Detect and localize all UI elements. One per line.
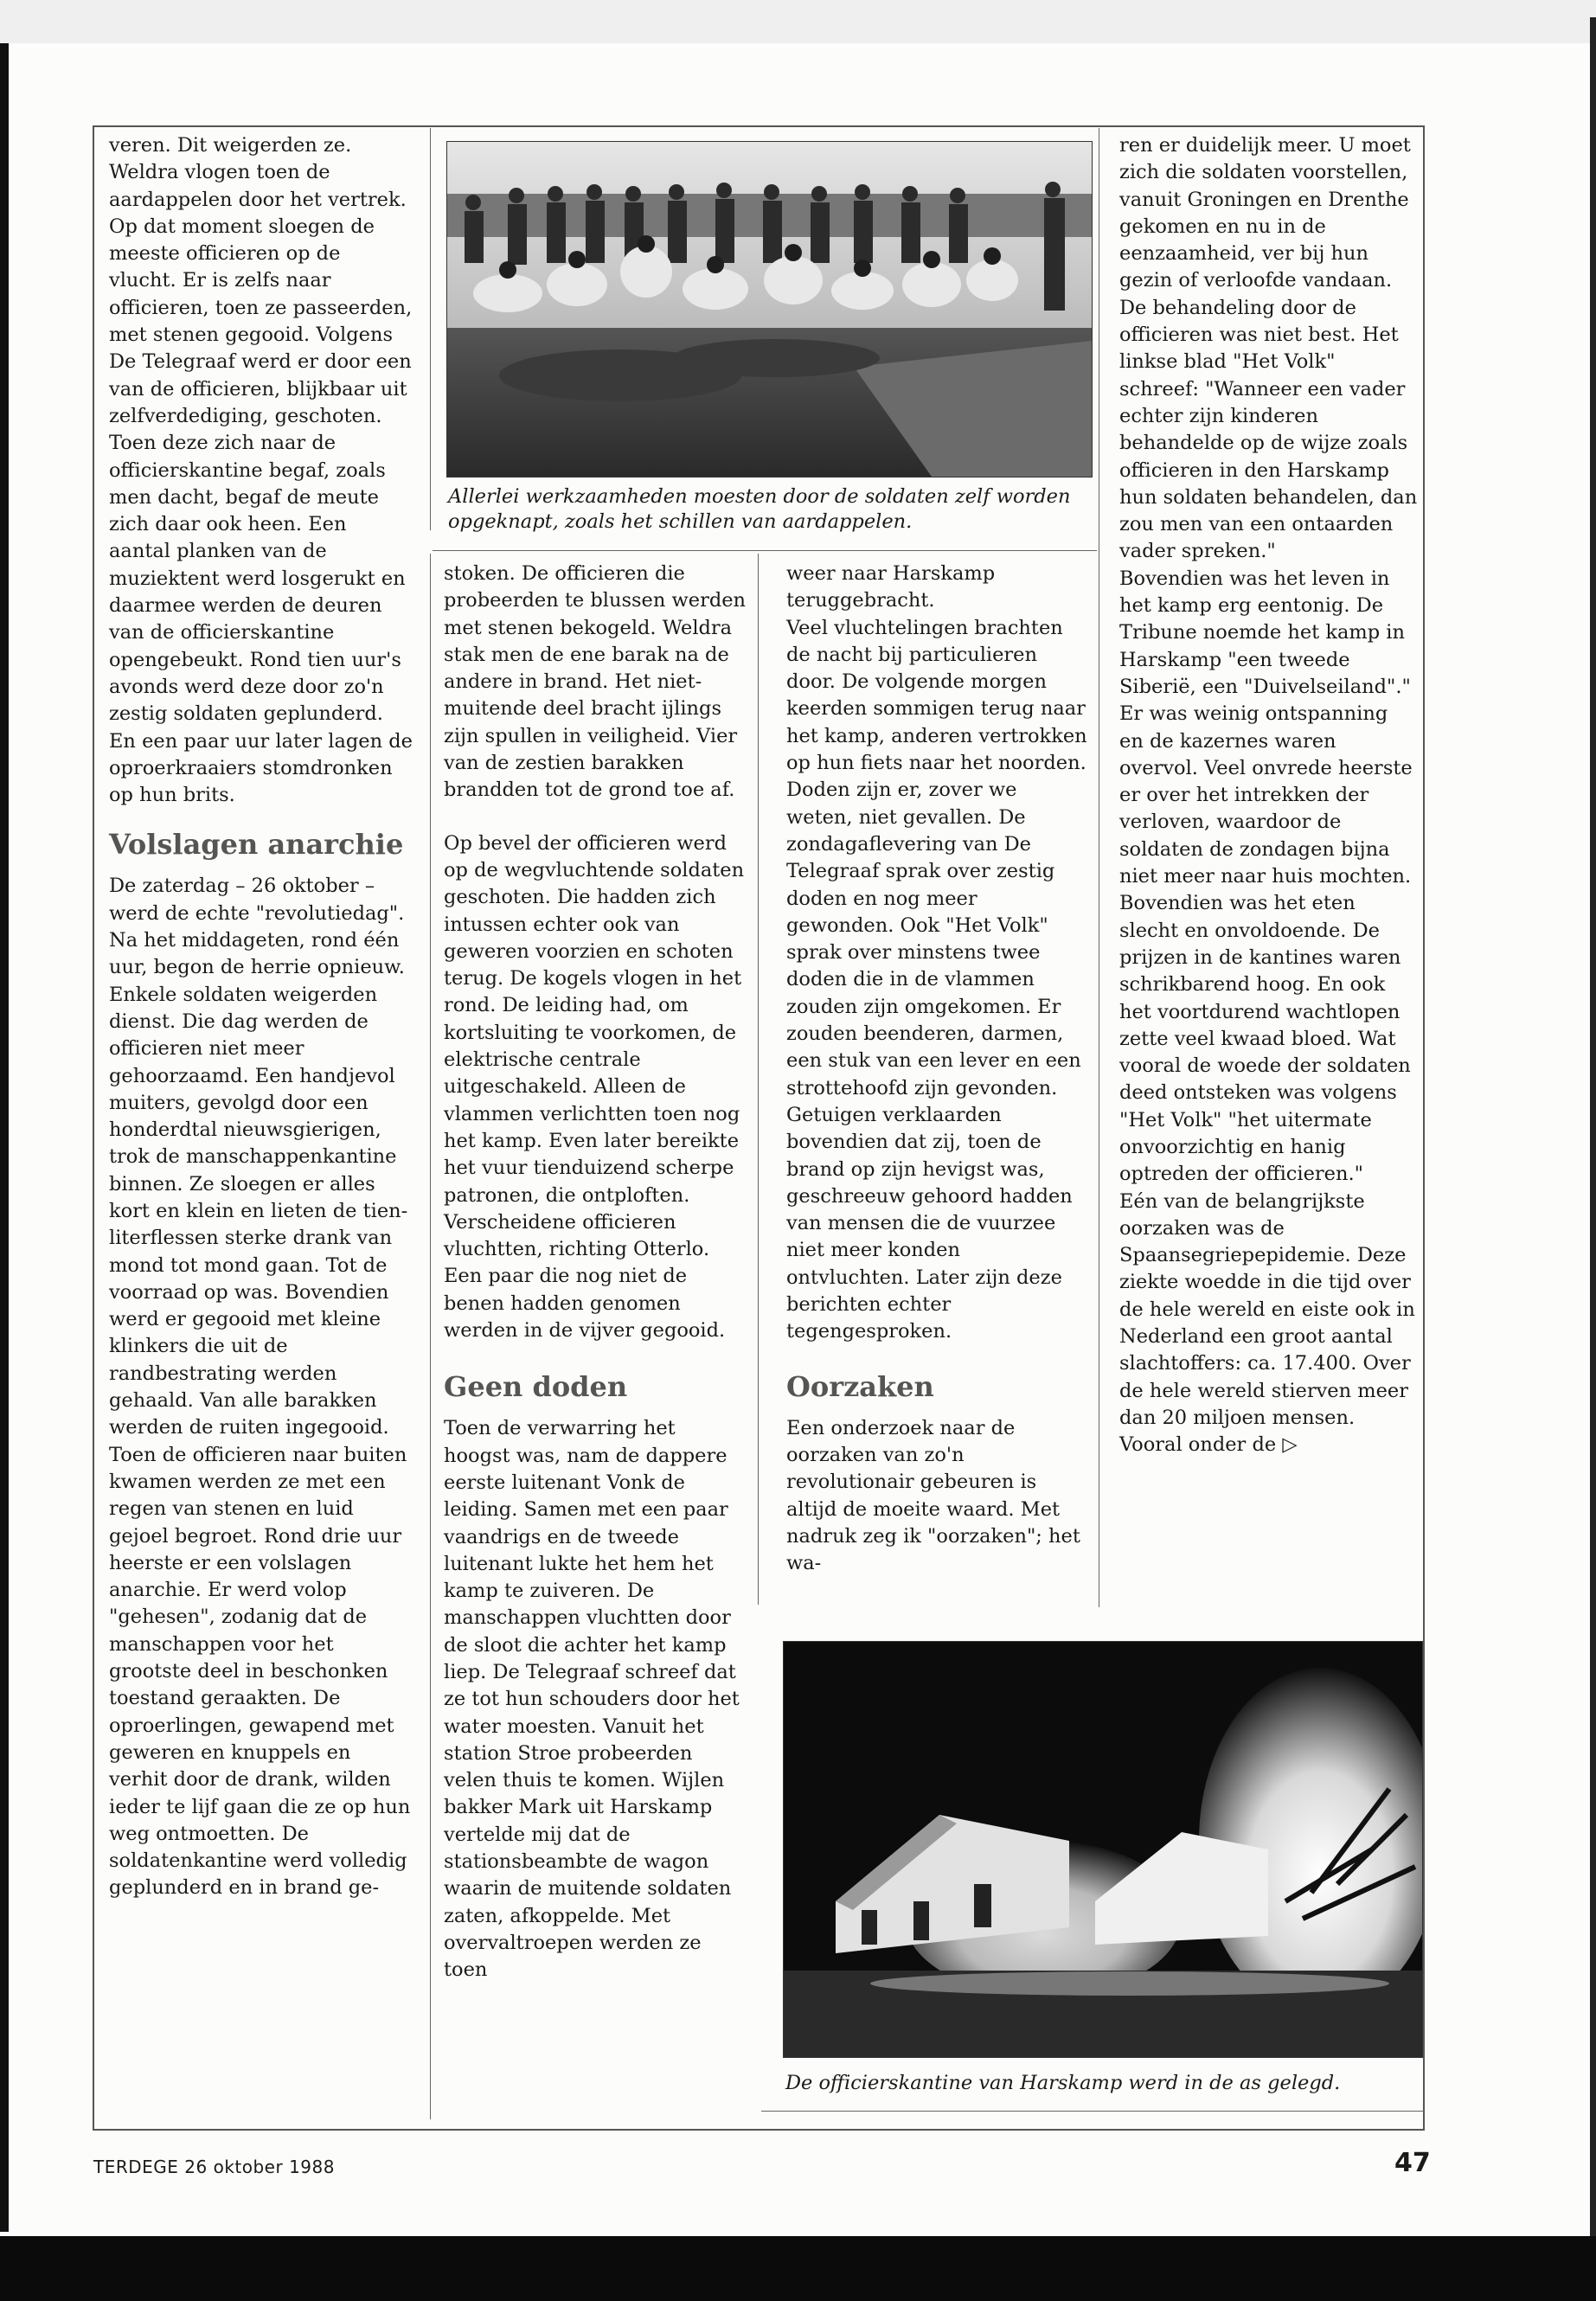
page-number: 47 — [1394, 2148, 1431, 2178]
paragraph: stoken. De officieren die probeerden te blussen werden met stenen bekogeld. Weldra stak men de ene barak na de andere in brand. Het niet-muitende deel bracht ijlings zijn spullen in veiligheid. Vier van de zestien barakken brandden tot de grond toe af. — [444, 562, 747, 802]
photo-soldiers-image — [447, 142, 1092, 477]
photo-burning-canteen — [783, 1641, 1423, 2058]
column-rule — [430, 128, 431, 530]
paragraph: Bovendien was het leven in het kamp erg eentonig. De Tribune noemde het kamp in Harskamp "een tweede Siberië, een "Duivelseiland"." — [1119, 567, 1411, 698]
photo2-caption: De officierskantine van Harskamp werd in de as gelegd. — [785, 2072, 1341, 2094]
scan-edge-left — [0, 43, 9, 2232]
paragraph: Doden zijn er, zover we weten, niet gevallen. De zondagaflevering van De Telegraaf sprak over zestig doden en nog meer gewonden. Ook "Het Volk" sprak over minstens twee doden die in de vlammen zouden zijn omgekomen. Er zouden beenderen, darmen, een stuk van een lever en een strottehoofd zijn gevonden. Getuigen verklaarden bovendien dat zij, toen de brand op zijn hevigst was, geschreeuw gehoord hadden van mensen die de vuurzee niet meer konden ontvluchten. Later zijn deze berichten echter tegengesproken. — [786, 779, 1081, 1343]
paragraph: Een onderzoek naar de oorzaken van zo'n revolutionair gebeuren is altijd de moeite waard. Met nadruk zeg ik "oorzaken"; het wa- — [786, 1416, 1080, 1575]
subheading-geen-doden: Geen doden — [444, 1370, 628, 1404]
photo1-caption: Allerlei werkzaamheden moesten door de soldaten zelf worden opgeknapt, zoals het schillen van aardappelen. — [448, 485, 1071, 533]
paragraph: Toen de verwarring het hoogst was, nam de dappere eerste luitenant Vonk de leiding. Samen met een paar vaandrigs en de tweede luitenant lukte het hem het kamp te zuiveren. De manschappen vluchtten door de sloot die achter het kamp liep. De Telegraaf schreef dat ze tot hun schouders door het water moesten. Vanuit het station Stroe probeerden velen thuis te komen. Wijlen bakker Mark uit Harskamp vertelde mij dat de stationsbeambte de wagon waarin de muitende soldaten zaten, afkoppelde. Met overvaltroepen werden ze toen — [444, 1417, 740, 1982]
column-rule — [430, 554, 431, 2119]
column-4 — [1119, 132, 1418, 1459]
caption-rule — [761, 2111, 1424, 2112]
subheading-volslagen-anarchie: Volslagen anarchie — [109, 828, 404, 862]
column-1 — [109, 132, 413, 1902]
column-rule — [758, 554, 759, 1605]
caption-rule — [433, 550, 1097, 551]
column-2 — [444, 561, 747, 1984]
paragraph: weer naar Harskamp teruggebracht. — [786, 562, 996, 612]
paragraph: Eén van de belangrijkste oorzaken was de Spaansegriepepidemie. Deze ziekte woedde in die tijd over de hele wereld en eiste ook in Nederland een groot aantal slachtoffers: ca. 17.400. Over de hele wereld stierven meer dan 20 miljoen mensen. Vooral onder de ▷ — [1119, 1189, 1415, 1457]
scan-edge-bottom — [0, 2236, 1596, 2301]
column-3 — [786, 561, 1089, 1577]
subheading-oorzaken: Oorzaken — [786, 1369, 934, 1403]
scan-edge-top — [0, 0, 1596, 43]
paragraph: veren. Dit weigerden ze. Weldra vlogen toen de aardappelen door het vertrek. Op dat moment sloegen de meeste officieren op de vlucht. Er is zelfs naar officieren, toen ze passeerden, met stenen gegooid. Volgens De Telegraaf werd er door een van de officieren, blijkbaar uit zelfverdediging, geschoten. Toen deze zich naar de officierskantine begaf, zoals men dacht, begaf de meute zich daar ook heen. Een aantal planken van de muziektent werd losgerukt en daarmee werden de deuren van de officierskantine opengebeukt. Rond tien uur's avonds werd deze door zo'n zestig soldaten geplunderd. En een paar uur later lagen de oproerkraaiers stomdronken op hun brits. — [109, 134, 413, 807]
paragraph: ren er duidelijk meer. U moet zich die soldaten voorstellen, vanuit Groningen en Drenthe gekomen en nu in de eenzaamheid, ver bij hun gezin of verloofde vandaan. De behandeling door de officieren was niet best. Het linkse blad "Het Volk" schreef: "Wanneer een vader echter zijn kinderen behandelde op de wijze zoals officieren in den Harskamp hun soldaten behandelen, dan zou men van een ontaarden vader spreken." — [1119, 134, 1418, 563]
paragraph: Op bevel der officieren werd op de wegvluchtende soldaten geschoten. Die hadden zich intussen echter ook van geweren voorzien en schoten terug. De kogels vlogen in het rond. De leiding had, om kortsluiting te voorkomen, de elektrische centrale uitgeschakeld. Alleen de vlammen verlichtten toen nog het kamp. Even later bereikte het vuur tienduizend scherpe patronen, die ontploften. Verscheidene officieren vluchtten, richting Otterlo. Een paar die nog niet de benen hadden genomen werden in de vijver gegooid. — [444, 831, 745, 1343]
paragraph: De zaterdag – 26 oktober – werd de echte "revolutiedag". Na het middageten, rond één uur, begon de herrie opnieuw. Enkele soldaten weigerden dienst. Die dag werden de officieren niet meer gehoorzaamd. Een handjevol muiters, gevolgd door een honderdtal nieuwsgierigen, trok de manschappenkantine binnen. Ze sloegen er alles kort en klein en lieten de tien-literflessen sterke drank van mond tot mond gaan. Tot de voorraad op was. Bovendien werd er gegooid met kleine klinkers die uit de randbestrating werden gehaald. Van alle barakken werden de ruiten ingegooid. — [109, 875, 408, 1439]
scan-edge-right — [1590, 17, 1596, 2236]
publication-footer: TERDEGE 26 oktober 1988 — [93, 2157, 335, 2177]
photo-fire-image — [784, 1642, 1422, 2057]
paragraph: Toen de officieren naar buiten kwamen werden ze met een regen van stenen en luid gejoel begroet. Rond drie uur heerste er een volslagen anarchie. Er werd volop "gehesen", zodanig dat de manschappen voor het grootste deel in beschonken toestand geraakten. De oproerlingen, gewapend met geweren en knuppels en verhit door de drank, wilden ieder te lijf gaan die ze op hun weg ontmoetten. De soldatenkantine werd volledig geplunderd en in brand ge- — [109, 1443, 411, 1900]
paragraph: Veel vluchtelingen brachten de nacht bij particulieren door. De volgende morgen keerden sommigen terug naar het kamp, anderen vertrokken op hun fiets naar het noorden. — [786, 616, 1087, 775]
paragraph: Er was weinig ontspanning en de kazernes waren overvol. Veel onvrede heerste er over het intrekken der verloven, waardoor de soldaten de zondagen bijna niet meer naar huis mochten. Bovendien was het eten slecht en onvoldoende. De prijzen in de kantines waren schrikbarend hoog. En ook het voortdurend wachtlopen zette veel kwaad bloed. Wat vooral de woede der soldaten deed ontsteken was volgens "Het Volk" "het uitermate onvoorzichtig en hanig optreden der officieren." — [1119, 702, 1413, 1186]
photo-soldiers-peeling-potatoes — [446, 141, 1093, 478]
